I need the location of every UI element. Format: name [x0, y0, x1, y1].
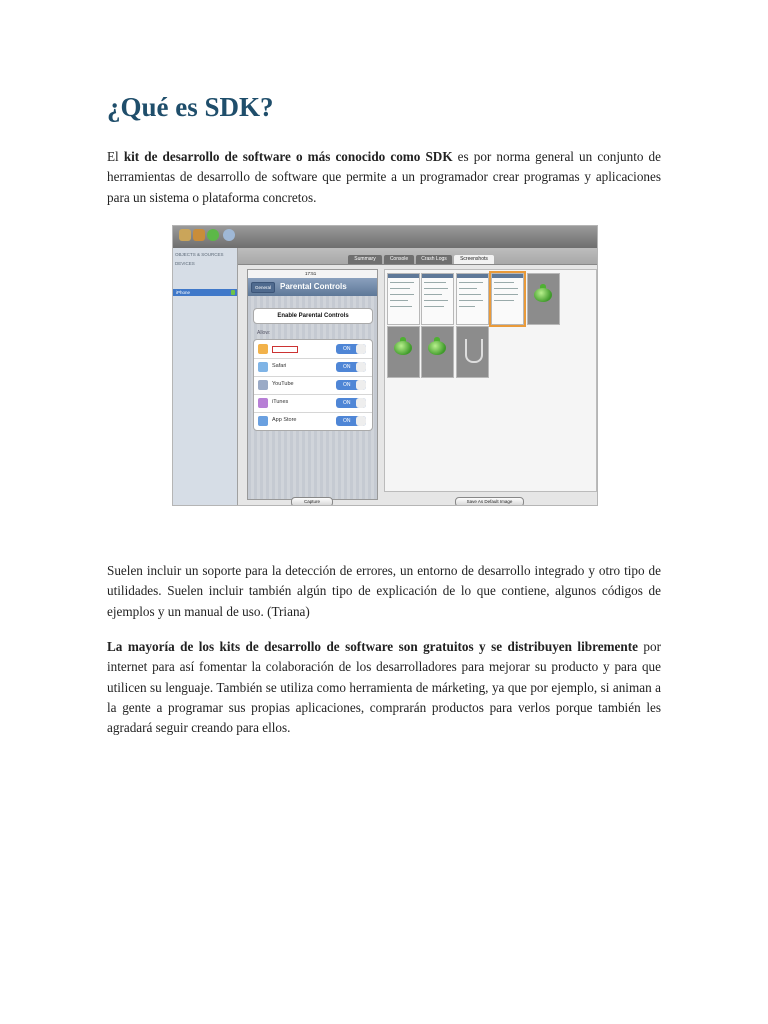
save-as-default-image-button[interactable]: Save As Default Image	[455, 497, 524, 506]
screenshots-grid	[384, 269, 597, 492]
intro-paragraph	[107, 147, 661, 208]
tab-summary[interactable]: Summary	[348, 255, 382, 264]
screenshot-thumbnail[interactable]	[527, 273, 560, 325]
screenshot-thumbnail-selected[interactable]	[491, 273, 524, 325]
tab-screenshots[interactable]: Screenshots	[454, 255, 494, 264]
window-toolbar	[173, 226, 597, 248]
screenshot-thumbnail[interactable]	[421, 273, 454, 325]
app-store-icon	[258, 416, 268, 426]
safari-icon	[258, 362, 268, 372]
sidebar-heading: OBJECTS & SOURCES	[175, 252, 224, 257]
organizer-sidebar	[173, 248, 238, 505]
sidebar-item-label: iPhone	[176, 290, 191, 295]
toggle-switch: ON	[336, 362, 366, 372]
allow-row-youtube	[254, 376, 372, 395]
row-label: Safari	[272, 363, 287, 369]
capture-button[interactable]: Capture	[291, 497, 333, 506]
screenshot-thumbnail[interactable]	[387, 273, 420, 325]
toggle-switch: ON	[336, 344, 366, 354]
teapot-image	[534, 288, 552, 302]
itunes-icon	[258, 398, 268, 408]
phone-nav-bar	[248, 278, 377, 296]
toggle-switch: ON	[336, 380, 366, 390]
allow-row	[254, 340, 372, 359]
tab-bar	[238, 248, 597, 265]
row-label: YouTube	[272, 381, 294, 387]
citation: (Triana)	[263, 603, 310, 619]
intro-lead: El	[107, 149, 124, 164]
intro-rest: es por norma general un conjunto de herramientas de desarrollo de software que permite a un programador crear programas y aplicaciones para un sistema o plataforma concretos.	[107, 149, 661, 205]
app-icon	[258, 344, 268, 354]
phone-screenshot-preview	[247, 269, 378, 500]
features-text: Suelen incluir un soporte para la detección de errores, un entorno de desarrollo integrado y otro tipo de utilidades. Suelen incluir también algún tipo de explicación de lo que contiene, algunos códigos de ejemplos y un manual de uso.	[107, 563, 661, 619]
tab-console[interactable]: Console	[384, 255, 414, 264]
phone-time: 17:51	[305, 271, 317, 276]
toggle-switch: ON	[336, 416, 366, 426]
organizer-main	[238, 248, 597, 505]
sidebar-subheading: DEVICES	[175, 261, 195, 266]
teapot-image	[428, 341, 446, 355]
tab-crash-logs[interactable]: Crash Logs	[416, 255, 452, 264]
teapot-image	[394, 341, 412, 355]
sdk-screenshot	[172, 225, 598, 506]
toolbar-folder-icon	[179, 229, 191, 241]
allow-label: Allow:	[257, 330, 271, 336]
back-button: General	[251, 282, 275, 293]
youtube-icon	[258, 380, 268, 390]
toolbar-run-icon	[207, 229, 219, 241]
toolbar-organizer-icon	[223, 229, 235, 241]
allow-row-safari	[254, 358, 372, 377]
screenshot-thumbnail[interactable]	[387, 326, 420, 378]
features-paragraph	[107, 561, 661, 622]
free-kits-paragraph	[107, 637, 661, 738]
phone-status-bar	[248, 270, 377, 278]
intro-bold-term: kit de desarrollo de software o más conocido como SDK	[123, 149, 453, 164]
free-kits-rest: por internet para así fomentar la colaboración de los desarrolladores para mejorar su producto y para que utilicen su lenguaje. También se utiliza como herramienta de márketing, ya que por ejemplo, si animan a la gente a programar sus propias aplicaciones, comprarán productos para verlos porque también les agradará seguir creando para ellos.	[107, 639, 661, 736]
row-label: iTunes	[272, 399, 289, 405]
screenshot-thumbnail[interactable]	[421, 326, 454, 378]
enable-parental-controls-button: Enable Parental Controls	[253, 308, 373, 324]
free-kits-bold: La mayoría de los kits de desarrollo de software son gratuitos y se distribuyen libremente	[107, 639, 638, 654]
toggle-switch: ON	[336, 398, 366, 408]
screenshot-thumbnail[interactable]	[456, 326, 489, 378]
row-label: App Store	[272, 417, 297, 423]
toolbar-build-icon	[193, 229, 205, 241]
allow-list	[253, 339, 373, 431]
redacted-label	[272, 346, 298, 353]
sidebar-item-iphone[interactable]	[173, 289, 237, 296]
allow-row-app-store	[254, 412, 372, 430]
phone-nav-title: Parental Controls	[280, 282, 347, 291]
device-status-icon	[231, 290, 235, 295]
screenshot-thumbnail[interactable]	[456, 273, 489, 325]
gesture-image	[465, 339, 483, 363]
allow-row-itunes	[254, 394, 372, 413]
page-title: ¿Qué es SDK?	[107, 92, 274, 122]
